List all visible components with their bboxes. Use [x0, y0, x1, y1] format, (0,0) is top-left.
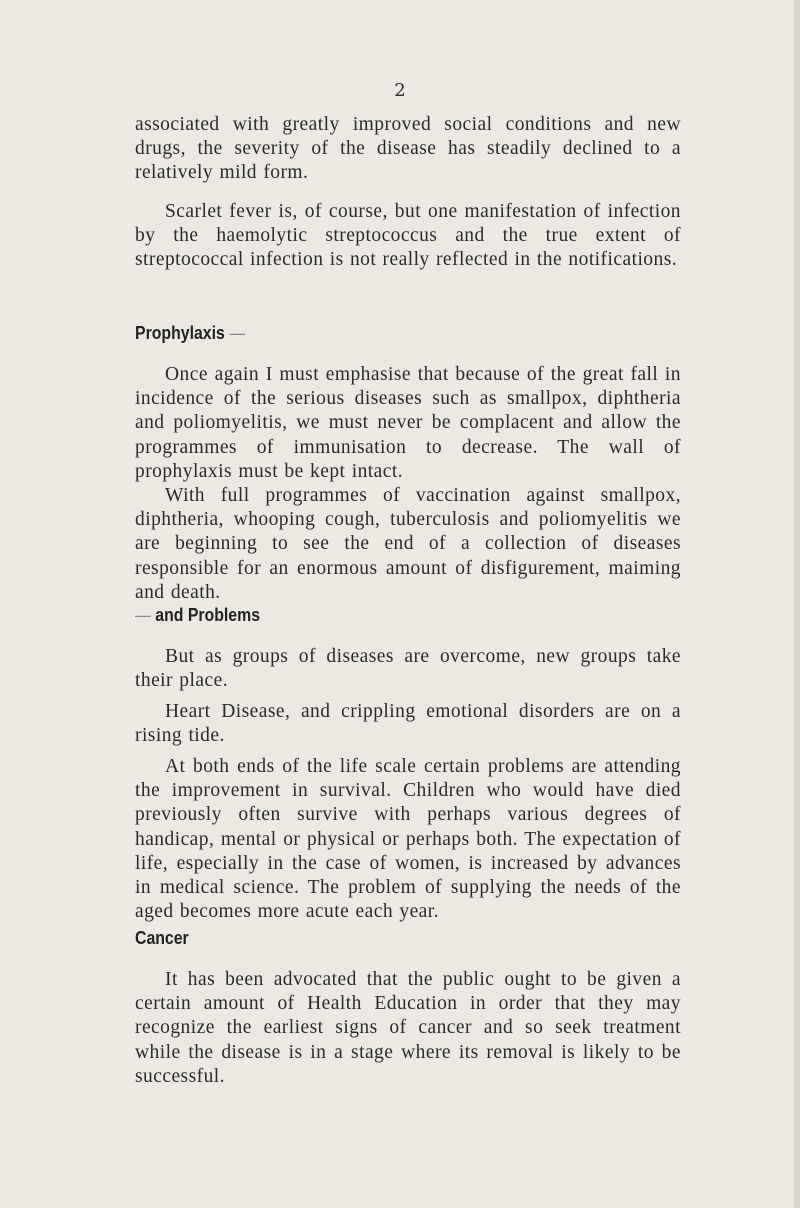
- paragraph-6: Heart Disease, and crippling emotional disorders are on a rising tide.: [135, 701, 681, 747]
- paragraph-8: It has been advocated that the public ought to be given a certain amount of Health Education in order that they may recognize the earliest signs of cancer and so seek treatment while the disease is in a stage where its removal is likely to be successful.: [135, 969, 681, 1087]
- heading-cancer: Cancer: [135, 928, 189, 948]
- paragraph-3: Once again I must emphasise that because of the great fall in incidence of the serious diseases such as smallpox, diphtheria and poliomyelitis, we must never be complacent and allow the programmes of immunisation to decrease. The wall of prophylaxis must be kept intact.: [135, 364, 681, 482]
- paragraph-7: At both ends of the life scale certain problems are attending the improvement in survival. Children who would have died previously often survive with perhaps various degrees of handicap, mental or physical or perhaps both. The expectation of life, especially in the case of women, is increased by advances in medical science. The problem of supplying the needs of the aged becomes more acute each year.: [135, 756, 681, 923]
- heading-prophylaxis: Prophylaxis —: [135, 323, 246, 343]
- paragraph-5: But as groups of diseases are overcome, new groups take their place.: [135, 646, 681, 692]
- paragraph-1: associated with greatly improved social conditions and new drugs, the severity of the disease has steadily declined to a relatively mild form.: [135, 114, 681, 184]
- paragraph-2: Scarlet fever is, of course, but one manifestation of infection by the haemolytic streptococcus and the true extent of streptococcal infection is not really reflected in the notifications.: [135, 201, 681, 271]
- paragraph-4: With full programmes of vaccination against smallpox, diphtheria, whooping cough, tuberculosis and poliomyelitis we are beginning to see the end of a collection of diseases responsible for an enormous amount of disfigurement, maiming and death.: [135, 485, 681, 603]
- page-number: 2: [394, 80, 406, 101]
- page-edge: [794, 0, 800, 1208]
- heading-problems: — and Problems: [135, 605, 261, 625]
